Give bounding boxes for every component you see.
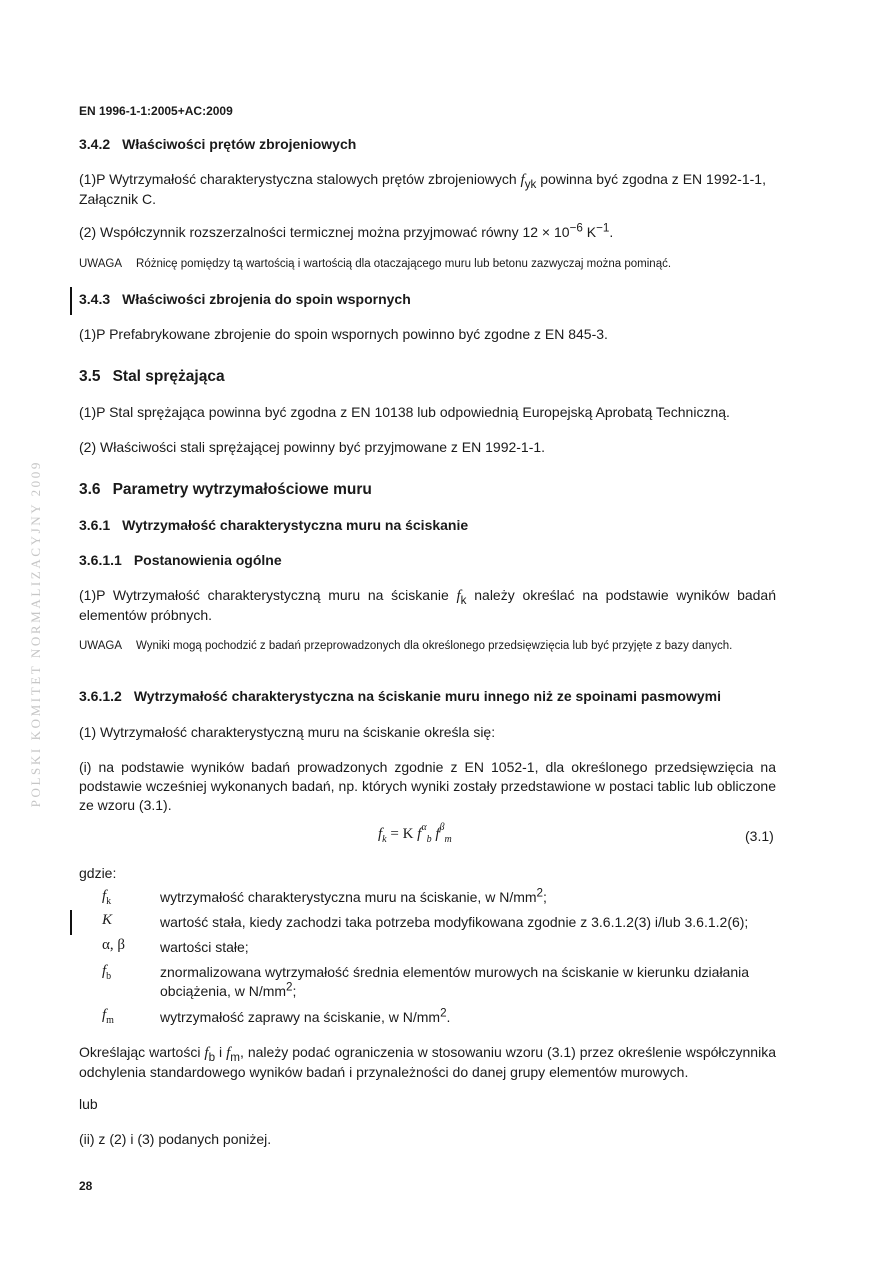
note-text: Różnicę pomiędzy tą wartością i wartością dla otaczającego muru lub betonu zazwyczaj można pominąć. bbox=[136, 258, 672, 270]
heading-number: 3.6.1.1 bbox=[79, 552, 122, 568]
def-symbol bbox=[102, 912, 112, 929]
symbol-f: f bbox=[204, 1045, 209, 1061]
paragraph-3-6-1-2-1: (1) Wytrzymałość charakterystyczną muru na ściskanie określa się: bbox=[79, 724, 496, 740]
symbol: f bbox=[102, 963, 107, 979]
note-text: Wyniki mogą pochodzić z badań przeprowadzonych dla określonego przedsięwzięcia lub być przyjęte z bazy danych. bbox=[136, 640, 733, 652]
symbol-subscript: k bbox=[460, 593, 467, 607]
paragraph-3-4-2-1 bbox=[79, 170, 776, 209]
symbol: α, β bbox=[102, 937, 125, 953]
paragraph-3-4-3-1: (1)P Prefabrykowane zbrojenie do spoin wspornych powinno być zgodne z EN 845-3. bbox=[79, 326, 608, 342]
symbol-subscript: m bbox=[106, 1015, 114, 1026]
page-number: 28 bbox=[79, 1179, 93, 1193]
paragraph-limits bbox=[79, 1043, 776, 1082]
paragraph-3-5-2: (2) Właściwości stali sprężającej powinny być przyjmowane z EN 1992-1-1. bbox=[79, 439, 546, 455]
text: (2) Współczynnik rozszerzalności termicznej można przyjmować równy 12 × 10 bbox=[79, 224, 570, 240]
heading-3-6 bbox=[79, 480, 776, 499]
def-symbol bbox=[102, 1007, 114, 1024]
paragraph-3-6-1-2-i: (i) na podstawie wyników badań prowadzonych zgodnie z EN 1052-1, dla określonego przedsięwzięcia na podstawie wcześniej wykonanych badań, np. których wyniki zostały przedstawione w postaci tablic lub obliczone ze wzoru (3.1). bbox=[79, 759, 776, 813]
symbol-f: f bbox=[456, 588, 461, 604]
note-tag: UWAGA bbox=[79, 258, 123, 270]
heading-number: 3.6 bbox=[79, 481, 101, 498]
heading-title: Stal sprężająca bbox=[112, 368, 225, 385]
formula-subscript: k bbox=[382, 834, 387, 845]
def-symbol bbox=[102, 888, 111, 905]
formula-symbol: f bbox=[378, 826, 383, 842]
equation-number: (3.1) bbox=[745, 828, 774, 844]
paragraph-3-5-1: (1)P Stal sprężająca powinna być zgodna z EN 10138 lub odpowiednią Europejską Aprobatą Techniczną. bbox=[79, 404, 730, 420]
heading-3-4-2 bbox=[79, 135, 776, 154]
paragraph-lub: lub bbox=[79, 1096, 98, 1112]
heading-number: 3.4.2 bbox=[79, 136, 111, 152]
text: znormalizowana wytrzymałość średnia elementów murowych na ściskanie w kierunku działania obciążenia, w N/mm bbox=[160, 964, 750, 999]
where-label: gdzie: bbox=[79, 865, 117, 881]
exponent: −1 bbox=[596, 221, 610, 235]
heading-title: Postanowienia ogólne bbox=[133, 552, 282, 568]
exponent: 2 bbox=[536, 886, 544, 900]
heading-number: 3.5 bbox=[79, 368, 101, 385]
text: K bbox=[582, 224, 597, 240]
watermark: POLSKI KOMITET NORMALIZACYJNY 2009 bbox=[28, 460, 43, 808]
symbol-f: f bbox=[226, 1045, 231, 1061]
def-text: wartości stałe; bbox=[160, 939, 249, 955]
symbol-f: f bbox=[520, 172, 525, 188]
exponent: 2 bbox=[286, 980, 293, 994]
heading-title: Wytrzymałość charakterystyczna na ściskanie muru innego niż ze spoinami pasmowymi bbox=[133, 688, 722, 704]
formula-subscript: b bbox=[426, 834, 432, 845]
def-text bbox=[160, 1008, 778, 1027]
heading-3-5 bbox=[79, 367, 776, 386]
note-3-4-2 bbox=[79, 256, 776, 273]
text: . bbox=[446, 1009, 451, 1025]
text: (1)P Wytrzymałość charakterystyczną muru na ściskanie bbox=[79, 587, 457, 603]
heading-3-4-3 bbox=[79, 290, 776, 309]
def-text: wartość stała, kiedy zachodzi taka potrzeba modyfikowana zgodnie z 3.6.1.2(3) i/lub 3.6.1.2(6); bbox=[160, 914, 749, 930]
heading-title: Wytrzymałość charakterystyczna muru na ściskanie bbox=[122, 517, 469, 533]
formula-3-1 bbox=[378, 822, 452, 845]
text: i bbox=[215, 1044, 227, 1060]
text: wytrzymałość zaprawy na ściskanie, w N/mm bbox=[160, 1009, 441, 1025]
symbol-subscript: yk bbox=[524, 177, 537, 191]
formula-operator: = K bbox=[386, 826, 418, 842]
symbol-subscript: k bbox=[106, 896, 112, 907]
text: Określając wartości bbox=[79, 1044, 205, 1060]
formula-symbol: f bbox=[435, 826, 440, 842]
def-text bbox=[160, 888, 778, 907]
change-bar bbox=[70, 287, 72, 315]
heading-number: 3.4.3 bbox=[79, 291, 111, 307]
exponent: −6 bbox=[569, 221, 583, 235]
heading-3-6-1 bbox=[79, 516, 776, 535]
paragraph-3-4-2-2 bbox=[79, 223, 776, 242]
symbol-subscript: b bbox=[208, 1050, 216, 1064]
heading-number: 3.6.1.2 bbox=[79, 688, 122, 704]
def-symbol bbox=[102, 937, 125, 954]
note-tag: UWAGA bbox=[79, 640, 123, 652]
text: . bbox=[609, 224, 614, 240]
symbol-subscript: m bbox=[230, 1050, 240, 1064]
standard-header: EN 1996-1-1:2005+AC:2009 bbox=[79, 104, 233, 118]
def-symbol bbox=[102, 963, 111, 980]
heading-title: Parametry wytrzymałościowe muru bbox=[112, 481, 372, 498]
heading-number: 3.6.1 bbox=[79, 517, 111, 533]
paragraph-3-6-1-1-1 bbox=[79, 586, 776, 625]
symbol: f bbox=[102, 888, 107, 904]
symbol-subscript: b bbox=[106, 971, 112, 982]
symbol: f bbox=[102, 1007, 107, 1023]
formula-exponent: α bbox=[421, 822, 427, 833]
heading-3-6-1-1 bbox=[79, 551, 776, 570]
heading-title: Właściwości prętów zbrojeniowych bbox=[122, 136, 357, 152]
text: powinna być zgodna z EN 1992-1-1, Załącznik C. bbox=[79, 171, 766, 207]
paragraph-3-6-1-2-ii: (ii) z (2) i (3) podanych poniżej. bbox=[79, 1131, 272, 1147]
formula-exponent: β bbox=[439, 822, 445, 833]
text: (1)P Wytrzymałość charakterystyczna stalowych prętów zbrojeniowych bbox=[79, 171, 521, 187]
formula-subscript: m bbox=[444, 834, 452, 845]
heading-3-6-1-2 bbox=[79, 687, 776, 706]
text: , należy podać ograniczenia w stosowaniu wzoru (3.1) przez określenie współczynnika odchylenia standardowego wyników badań i przynależności do danej grupy elementów murowych. bbox=[79, 1044, 776, 1080]
change-bar bbox=[70, 910, 72, 935]
exponent: 2 bbox=[440, 1006, 447, 1020]
text: należy określać na podstawie wyników badań elementów próbnych. bbox=[79, 587, 776, 623]
def-text bbox=[160, 963, 778, 1001]
text: ; bbox=[292, 983, 297, 999]
heading-title: Właściwości zbrojenia do spoin wspornych bbox=[122, 291, 411, 307]
symbol: K bbox=[102, 912, 113, 928]
text: wytrzymałość charakterystyczna muru na ściskanie, w N/mm bbox=[160, 889, 537, 905]
formula-symbol: f bbox=[417, 826, 422, 842]
text: ; bbox=[543, 889, 547, 905]
note-3-6-1-1 bbox=[79, 638, 776, 655]
